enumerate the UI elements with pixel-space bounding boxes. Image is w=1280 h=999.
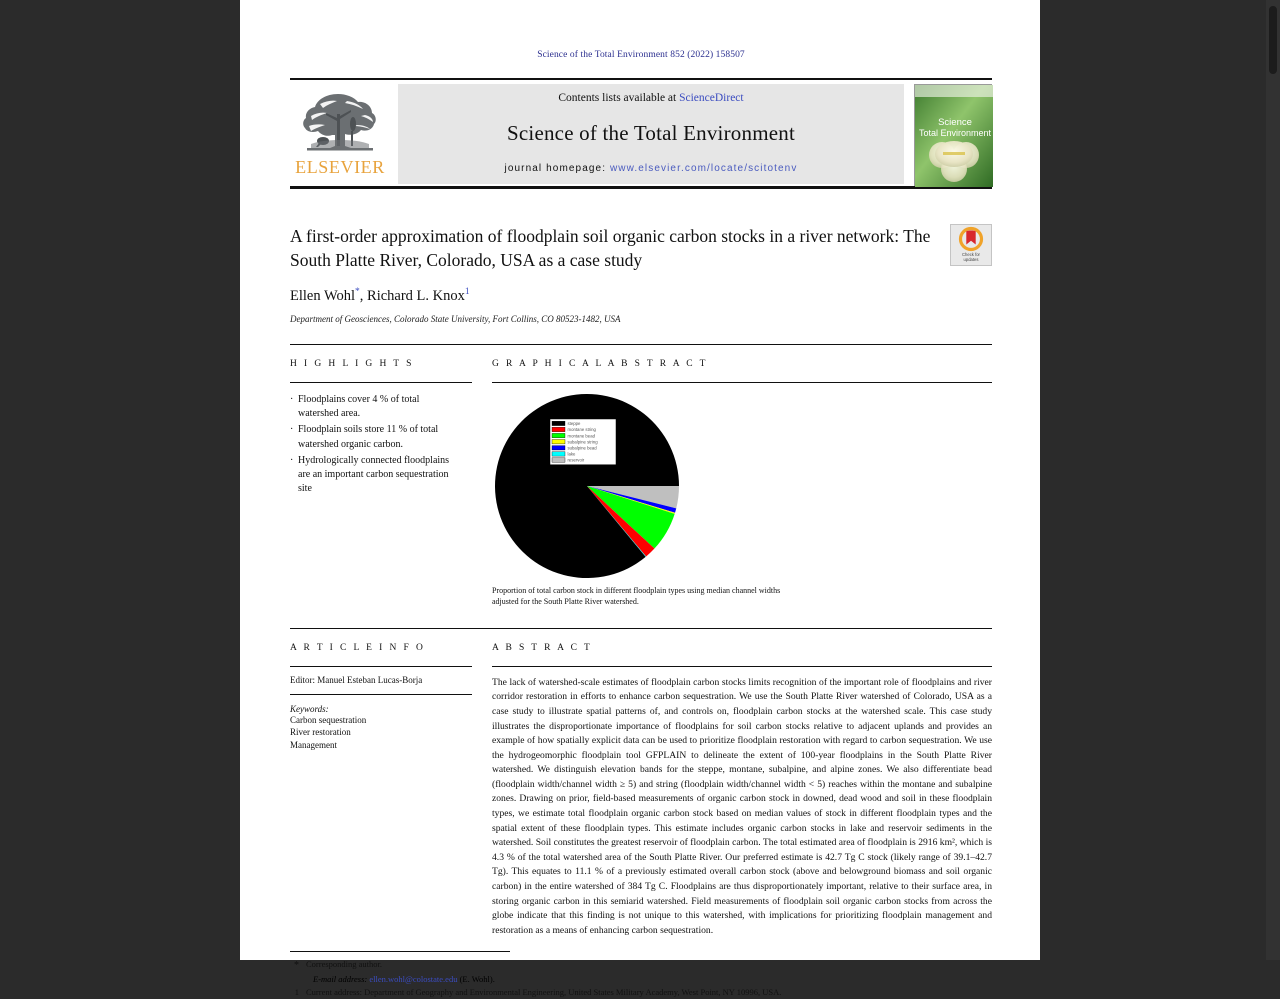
email-label: E-mail address: bbox=[313, 974, 368, 985]
highlights-list bbox=[290, 393, 455, 496]
masthead-bottom-rule bbox=[290, 186, 992, 189]
author-2-footnote-mark[interactable]: 1 bbox=[464, 287, 470, 298]
homepage-url-link[interactable]: www.elsevier.com/locate/scitotenv bbox=[609, 163, 798, 174]
elsevier-wordmark: ELSEVIER bbox=[295, 157, 385, 177]
list-item bbox=[290, 423, 455, 451]
journal-cover-thumbnail bbox=[914, 84, 992, 186]
footnote-1-mark: 1 bbox=[294, 986, 299, 997]
graphical-abstract-heading: G R A P H I C A L A B S T R A C T bbox=[492, 359, 708, 370]
graphical-abstract-caption: Proportion of total carbon stock in different floodplain types using median channel widths adjusted for the South Platte River watershed. bbox=[492, 586, 781, 607]
journal-title: Science of the Total Environment bbox=[507, 121, 795, 145]
author-list bbox=[290, 287, 934, 305]
footnote-star-text: Corresponding author. bbox=[306, 959, 383, 970]
footnotes bbox=[290, 958, 992, 999]
legend-swatch bbox=[552, 434, 565, 438]
keywords-label: Keywords: bbox=[290, 703, 329, 714]
legend-swatch bbox=[552, 452, 565, 456]
author-name-2: Richard L. Knox bbox=[367, 288, 465, 305]
journal-homepage-line bbox=[505, 163, 798, 174]
keyword-item: Management bbox=[290, 740, 337, 751]
legend-label: reservoir bbox=[567, 457, 585, 463]
footnote-email-row bbox=[290, 973, 992, 986]
affiliation: Department of Geosciences, Colorado State University, Fort Collins, CO 80523-1482, USA bbox=[290, 314, 621, 325]
abstract-rule bbox=[492, 666, 992, 667]
svg-text:Total Environment: Total Environment bbox=[918, 128, 992, 138]
elsevier-tree-icon bbox=[299, 86, 381, 156]
footnote-current-address bbox=[290, 986, 992, 999]
crossmark-line-1: Check for bbox=[962, 252, 980, 257]
pie-chart bbox=[492, 391, 682, 581]
crossmark-badge[interactable] bbox=[950, 224, 992, 266]
highlight-text: Hydrologically connected floodplains are an important carbon sequestration site bbox=[298, 454, 450, 495]
graphical-abstract-figure bbox=[492, 391, 992, 581]
footnote-rule bbox=[290, 951, 510, 952]
bullet-icon: · bbox=[290, 424, 294, 436]
graphical-abstract-column bbox=[475, 359, 992, 608]
legend-label: montane bead bbox=[567, 433, 595, 439]
email-link[interactable]: ellen.wohl@colostate.edu bbox=[369, 974, 458, 985]
legend-swatch bbox=[552, 440, 565, 444]
footnote-star-mark: * bbox=[294, 960, 299, 972]
svg-text:Science: Science bbox=[938, 117, 972, 128]
legend-swatch bbox=[552, 458, 565, 462]
abstract-heading: A B S T R A C T bbox=[492, 642, 593, 653]
abstract-text: The lack of watershed-scale estimates of floodplain carbon stocks limits recognition of the important role of floodplains and river corridor restoration in efforts to enhance carbon sequestration. We use the South Platte River watershed of Colorado, USA as a case study to illustrate spatial patterns of, and controls on, floodplain carbon stocks at the watershed scale. This case study illustrates the disproportionate importance of floodplains for soil carbon stocks relative to adjacent uplands and provides an example of how spatially explicit data can be used to prioritize floodplain restoration with regard to carbon sequestration. We use the hydrogeomorphic floodplain tool GFPLAIN to delineate the extent of 100-year floodplains in the South Platte River watershed. We distinguish elevation bands for the steppe, montane, subalpine, and alpine zones. We also differentiate bead (floodplain width/channel width ≥ 5) and string (floodplain width/channel width < 5) reaches within the montane and subalpine zones. Drawing on prior, field-based measurements of organic carbon stock in downed, dead wood and soil in these floodplain types, we estimate total floodplain organic carbon stock based on median values of stock in different floodplain types and the spatial extent of these floodplain types. This estimate includes organic carbon stocks in lake and reservoir sediments in the watershed. Soil constitutes the greatest reservoir of floodplain carbon. The total estimated area of floodplain is 2916 km², which is 4.3 % of the total watershed area of the South Platte River. Our preferred estimate is 42.7 Tg C stock (likely range of 39.1–42.7 Tg). This equates to 11.1 % of a previously estimated overall carbon stock (above and belowground biomass and soil organic carbon) in the entire watershed of 384 Tg C. Floodplains are thus disproportionately important, relative to their surface area, in storing organic carbon in this semiarid watershed. Field measurements of floodplain soil organic carbon stocks from across the globe indicate that this finding is not unique to this watershed, with implications for prioritizing floodplain management and restoration as a means of enhancing carbon sequestration. bbox=[492, 676, 992, 936]
keyword-item: River restoration bbox=[290, 727, 351, 738]
crossmark-icon bbox=[958, 227, 984, 251]
cover-artwork bbox=[915, 85, 993, 187]
graphical-abstract-rule bbox=[492, 382, 992, 383]
sciencedirect-link[interactable]: ScienceDirect bbox=[679, 92, 744, 104]
footnote-corresponding-author bbox=[290, 958, 992, 973]
legend-label: montane string bbox=[567, 427, 596, 433]
bullet-icon: · bbox=[290, 454, 294, 466]
masthead-center bbox=[398, 84, 904, 184]
title-section-rule bbox=[290, 344, 992, 345]
homepage-label: journal homepage: bbox=[504, 163, 607, 174]
scrollbar-thumb[interactable] bbox=[1269, 6, 1277, 74]
page-title: A first-order approximation of floodplain soil organic carbon stocks in a river network: The South Platte River, Colorado, USA as a case study bbox=[290, 226, 931, 271]
journal-masthead bbox=[290, 78, 992, 188]
legend-label: steppe bbox=[567, 421, 581, 427]
list-item bbox=[290, 393, 455, 421]
crossmark-label bbox=[962, 252, 980, 263]
graphical-section-rule bbox=[290, 628, 992, 629]
email-suffix: (E. Wohl). bbox=[459, 974, 495, 985]
running-head: Science of the Total Environment 852 (2022) 158507 bbox=[537, 50, 745, 60]
legend-label: lake bbox=[567, 451, 576, 457]
article-info-column bbox=[290, 643, 475, 938]
abstract-column bbox=[475, 643, 992, 938]
legend-label: subalpine bead bbox=[567, 445, 597, 451]
article-info-rule bbox=[290, 666, 472, 667]
author-separator: , bbox=[359, 288, 368, 305]
keyword-item: Carbon sequestration bbox=[290, 714, 367, 725]
list-item bbox=[290, 454, 455, 497]
legend-label: subalpine string bbox=[567, 439, 598, 445]
highlight-text: Floodplain soils store 11 % of total watershed organic carbon. bbox=[298, 424, 439, 450]
keywords-rule bbox=[290, 694, 472, 695]
highlights-rule bbox=[290, 382, 472, 383]
author-name-1: Ellen Wohl bbox=[290, 288, 356, 305]
editor-line: Editor: Manuel Esteban Lucas-Borja bbox=[290, 674, 423, 685]
legend-swatch bbox=[552, 446, 565, 450]
legend-swatch bbox=[552, 427, 565, 431]
highlights-heading: H I G H L I G H T S bbox=[290, 359, 414, 370]
title-block bbox=[290, 224, 992, 324]
footnote-1-text: Current address: Department of Geography and Environmental Engineering, United States Military Academy, West Point, NY 10996, USA. bbox=[306, 986, 782, 997]
pdf-page bbox=[240, 0, 1040, 997]
bullet-icon: · bbox=[290, 394, 294, 406]
elsevier-logo bbox=[290, 84, 390, 184]
articleinfo-abstract-row bbox=[290, 643, 992, 938]
highlights-graphical-row bbox=[290, 359, 992, 608]
article-info-heading: A R T I C L E I N F O bbox=[290, 642, 426, 653]
highlights-column bbox=[290, 359, 475, 608]
contents-line bbox=[558, 92, 743, 104]
vertical-scrollbar[interactable] bbox=[1266, 0, 1280, 960]
crossmark-line-2: updates bbox=[963, 257, 979, 263]
contents-prefix: Contents lists available at bbox=[558, 92, 680, 104]
author-1-footnote-mark[interactable]: * bbox=[355, 287, 360, 298]
legend-swatch bbox=[552, 421, 565, 425]
highlight-text: Floodplains cover 4 % of total watershed area. bbox=[298, 394, 420, 420]
